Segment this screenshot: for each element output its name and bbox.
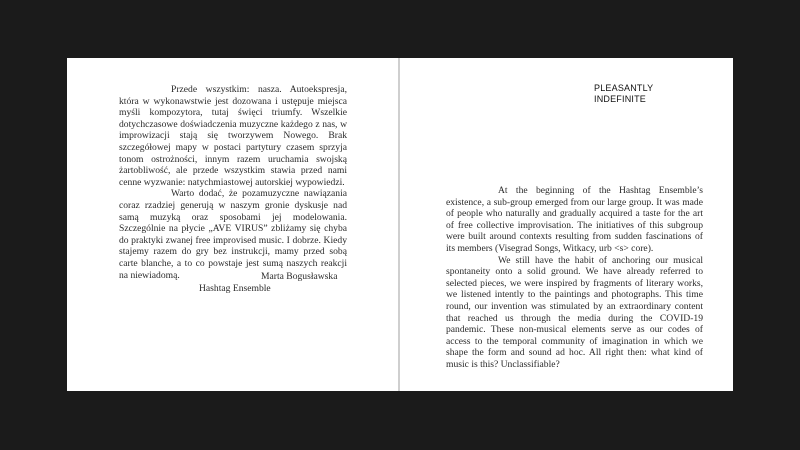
right-paragraph-2: We still have the habit of anchoring our musical spontaneity onto a solid ground. We have already referred to selected pieces, we were inspired by fragments of literary works, we listened intently to the paintings and photographs. This time round, our invention was stimulated by an extraordinary content that reached us through the media during the COVID-19 pandemic. These non-musical elements serve as our codes of access to the temporal community of imagination in which we shape the form and sound ad hoc. All right then: what kind of music is this? Unclassifiable?: [446, 254, 703, 370]
signature-organization: Hashtag Ensemble: [199, 282, 271, 294]
signature: [119, 271, 347, 294]
left-paragraph-1: Przede wszystkim: nasza. Autoekspresja, która w wykonawstwie jest dozowana i ustępuje miejsca myśli kompozytora, tutaj święci triumfy. Wszelkie dotychczasowe doświadczenia muzyczne każdego z nas, w improwizacji stają się tworzywem Nowego. Brak szczegółowej mapy w postaci partytury czasem sprzyja tonom ostrożności, innym razem uruchamia swojską żartobliwość, ale przede wszystkim stawia przed nami cenne wyzwanie: natychmiastowej autorskiej wypowiedzi.: [119, 84, 347, 188]
right-body-text: [446, 185, 703, 371]
section-title-line-2: INDEFINITE: [594, 94, 647, 104]
right-page: [400, 58, 733, 391]
section-title-line-1: PLEASANTLY: [594, 83, 654, 93]
left-paragraph-2: Warto dodać, że pozamuzyczne nawiązania coraz rzadziej generują w naszym gronie dyskusje nad samą muzyką oraz sposobami jej modelowania. Szczególnie na płycie „AVE VIRUS” zbliżamy się chyba do praktyki zwanej free improvised music. I dobrze. Kiedy stajemy razem do gry bez instrukcji, mamy przed sobą carte blanche, a to co powstaje jest sumą naszych reakcji na niewiadomą.: [119, 188, 347, 281]
right-paragraph-1: At the beginning of the Hashtag Ensemble’s existence, a sub-group emerged from our large group. It was made of people who naturally and gradually acquired a taste for the art of free collective improvisation. The initiatives of this subgroup were built around contexts resulting from sudden fascinations of its members (Visegrad Songs, Witkacy, urb <s> core).: [446, 185, 703, 254]
left-page: [67, 58, 398, 391]
signature-name: Marta Bogusławska: [261, 271, 338, 282]
left-body-text: [119, 84, 347, 281]
section-title: [594, 83, 653, 105]
